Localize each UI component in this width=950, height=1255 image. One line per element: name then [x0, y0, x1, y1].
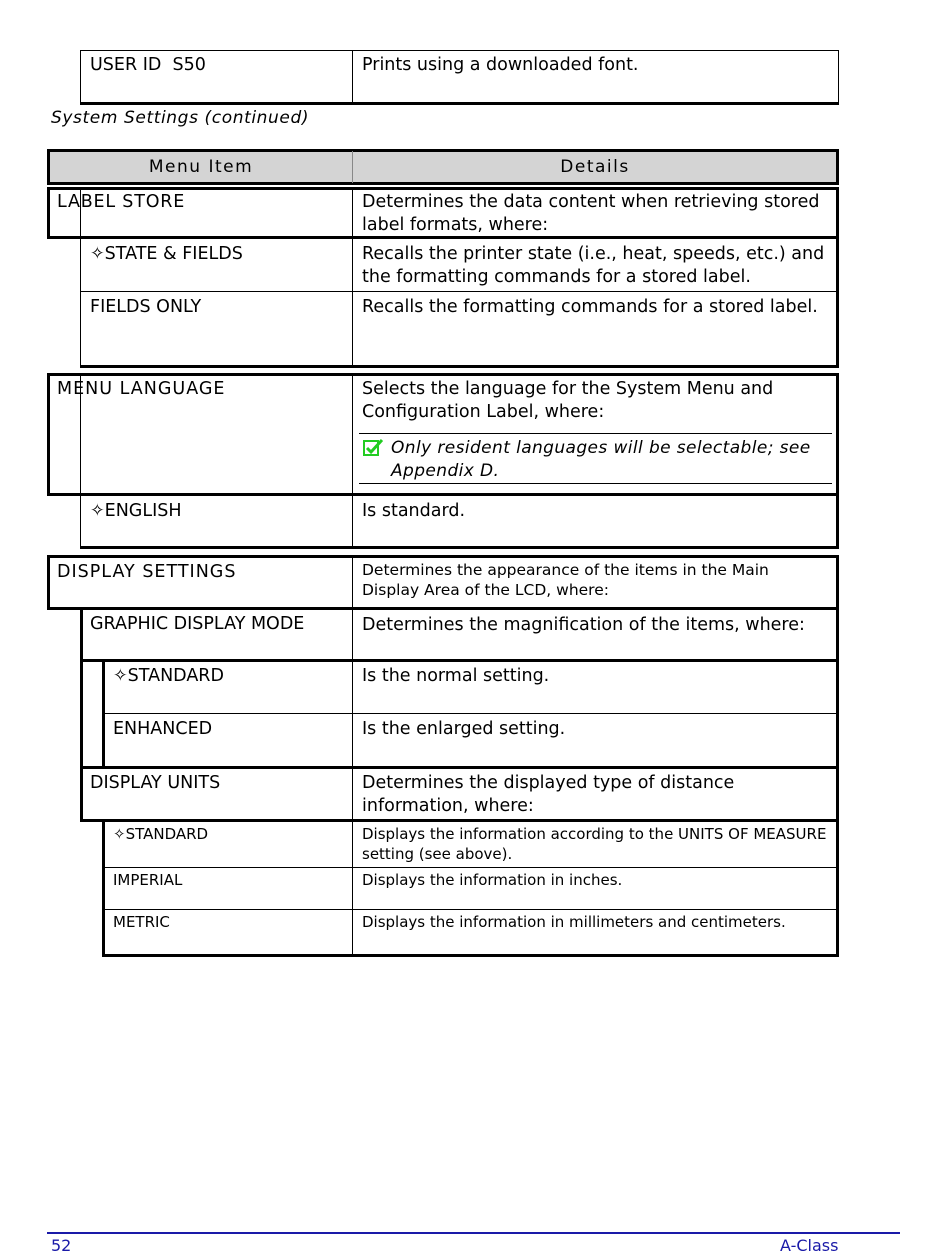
- display-units-detail: Determines the displayed type of distance information, where:: [362, 773, 735, 816]
- row-divider: [80, 291, 839, 292]
- english-detail: Is standard.: [362, 501, 466, 521]
- state-fields-detail: Recalls the printer state (i.e., heat, speeds, etc.) and the formatting commands for a stored label.: [362, 244, 825, 287]
- footer-rule: [47, 1232, 900, 1234]
- product-name: A-Class: [780, 1236, 839, 1255]
- menu-language-detail: Selects the language for the System Menu and Configuration Label, where:: [362, 379, 774, 422]
- checkbox-checked-icon: [363, 438, 383, 458]
- gdm-standard-item: ✧STANDARD: [113, 666, 224, 686]
- gdm-enhanced-item: ENHANCED: [113, 719, 213, 739]
- du-metric-detail: Displays the information in millimeters and centimeters.: [362, 913, 786, 931]
- table-caption: System Settings (continued): [51, 108, 310, 128]
- display-units-item: DISPLAY UNITS: [90, 773, 221, 793]
- user-id-detail: Prints using a downloaded font.: [362, 55, 639, 75]
- row-divider: [102, 713, 839, 714]
- row-divider: [80, 766, 839, 769]
- menu-language-note: Only resident languages will be selectable; see Appendix D.: [391, 438, 811, 481]
- header-details: Details: [560, 157, 630, 177]
- fields-only-item: FIELDS ONLY: [90, 297, 202, 317]
- gdm-standard-detail: Is the normal setting.: [362, 666, 550, 686]
- du-imperial-item: IMPERIAL: [113, 871, 183, 889]
- english-item: ✧ENGLISH: [90, 501, 182, 521]
- fields-only-detail: Recalls the formatting commands for a stored label.: [362, 297, 818, 317]
- du-metric-item: METRIC: [113, 913, 170, 931]
- graphic-display-mode-item: GRAPHIC DISPLAY MODE: [90, 614, 305, 634]
- menu-language-item: MENU LANGUAGE: [57, 379, 226, 399]
- graphic-display-mode-detail: Determines the magnification of the items, where:: [362, 615, 805, 635]
- du-imperial-detail: Displays the information in inches.: [362, 871, 623, 889]
- du-standard-detail: Displays the information according to the UNITS OF MEASURE setting (see above).: [362, 825, 827, 863]
- note-rule-top: [359, 433, 832, 434]
- label-store-detail: Determines the data content when retrieving stored label formats, where:: [362, 192, 820, 235]
- note-rule-bottom: [359, 483, 832, 484]
- user-id-item: USER ID S50: [90, 55, 206, 75]
- gdm-enhanced-detail: Is the enlarged setting.: [362, 719, 566, 739]
- header-menu-item: Menu Item: [148, 157, 254, 177]
- display-settings-item: DISPLAY SETTINGS: [57, 562, 237, 582]
- display-settings-detail: Determines the appearance of the items in the Main Display Area of the LCD, where:: [362, 561, 769, 599]
- page-number: 52: [51, 1236, 72, 1255]
- state-fields-item: ✧STATE & FIELDS: [90, 244, 243, 264]
- label-store-item: LABEL STORE: [57, 192, 186, 212]
- du-standard-item: ✧STANDARD: [113, 825, 209, 843]
